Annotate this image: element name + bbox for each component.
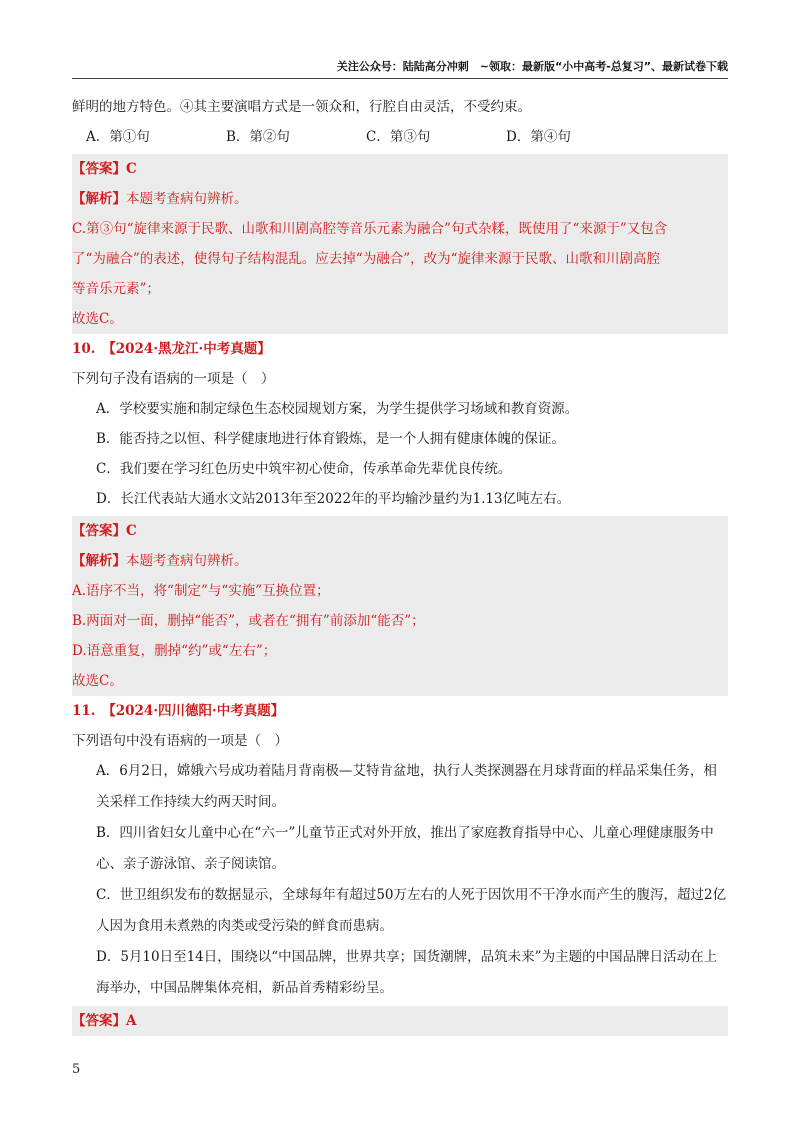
q10-answer [72, 516, 728, 546]
q10-stem [72, 364, 728, 394]
emphasis-char-1: 没 [126, 371, 140, 387]
emphasis-char-2: 有 [139, 371, 153, 387]
q10-stem-pre: 下列句子 [72, 371, 126, 387]
answer-value: A [126, 1013, 137, 1029]
q10-answer-block [72, 516, 728, 696]
page-number: 5 [72, 1062, 81, 1077]
answer-tag: 【答案】 [72, 1013, 126, 1029]
q9-option-b: B．第②句 [226, 129, 290, 145]
q10-heading [72, 334, 728, 364]
q9-analysis-line-1: C.第③句“旋律来源于民歌、山歌和川剧高腔等音乐元素为融合”句式杂糅，既使用了“来源于”又包含 [72, 221, 668, 237]
q11-option-a: A．6月2日，嫦娥六号成功着陆月背南极—艾特肯盆地，执行人类探测器在月球背面的样品采集任务，相关采样工作持续大约两天时间。 [96, 763, 717, 810]
answer-value: C [126, 523, 137, 539]
q10-source: 【2024·黑龙江·中考真题】 [109, 341, 271, 357]
q11-stem: 下列语句中没有语病的一项是（ ） [72, 733, 288, 749]
q11-option-c: C．世卫组织发布的数据显示，全球每年有超过50万左右的人死于因饮用不干净水而产生的腹泻，超过2亿人因为食用未煮熟的肉类或受污染的鲜食而患病。 [96, 887, 727, 934]
q10-stem-emphasis [126, 371, 153, 387]
q10-option-c: C．我们要在学习红色历史中筑牢初心使命，传承革命先辈优良传统。 [96, 461, 512, 477]
analysis-intro: 本题考查病句辨析。 [126, 553, 248, 569]
q10-option-b: B．能否持之以恒、科学健康地进行体育锻炼，是一个人拥有健康体魄的保证。 [96, 431, 565, 447]
q11-answer-block [72, 1006, 728, 1036]
q10-conclusion: 故选C。 [72, 673, 123, 689]
q11-source: 【2024·四川德阳·中考真题】 [109, 703, 285, 719]
q9-options [72, 122, 728, 152]
q10-analysis-heading [72, 546, 728, 576]
q10-option-d: D．长江代表站大通水文站2013年至2022年的平均输沙量约为1.13亿吨左右。 [96, 491, 571, 507]
answer-tag: 【答案】 [72, 161, 126, 177]
q10-option-a: A．学校要实施和制定绿色生态校园规划方案，为学生提供学习场域和教育资源。 [96, 401, 579, 417]
q11-answer [72, 1006, 728, 1036]
q10-stem-post: 语病的一项是（ ） [153, 371, 275, 387]
q10-analysis-line-2: B.两面对一面，删掉“能否”，或者在“拥有”前添加“能否”； [72, 613, 425, 629]
q10-analysis-line-3: D.语意重复，删掉“约”或“左右”； [72, 643, 277, 659]
analysis-tag: 【解析】 [72, 553, 126, 569]
q9-option-d: D．第④句 [506, 129, 571, 145]
q10-analysis-line-1: A.语序不当，将“制定”与“实施”互换位置； [72, 583, 330, 599]
page-header: 关注公众号：陆陆高分冲刺 ~领取：最新版“小中高考-总复习”、最新试卷下载 [336, 60, 728, 73]
q9-option-a: A．第①句 [86, 129, 150, 145]
answer-value: C [126, 161, 137, 177]
header-divider [72, 78, 728, 79]
analysis-tag: 【解析】 [72, 191, 126, 207]
document-body [72, 92, 728, 1036]
q11-heading [72, 696, 728, 726]
q11-option-b: B．四川省妇女儿童中心在“六一”儿童节正式对外开放，推出了家庭教育指导中心、儿童心理健康服务中心、亲子游泳馆、亲子阅读馆。 [96, 825, 714, 872]
q11-option-d: D．5月10日至14日，围绕以“中国品牌，世界共享；国货潮牌，品筑未来”为主题的中国品牌日活动在上海举办，中国品牌集体亮相，新品首秀精彩纷呈。 [96, 949, 718, 996]
q9-analysis-line-3: 等音乐元素”； [72, 281, 160, 297]
analysis-intro: 本题考查病句辨析。 [126, 191, 248, 207]
answer-tag: 【答案】 [72, 523, 126, 539]
q11-number: 11. [72, 703, 96, 719]
q9-analysis-line-2: 了“为融合”的表述，使得句子结构混乱。应去掉“为融合”，改为“旋律来源于民歌、山歌和川剧高腔 [72, 251, 661, 267]
q9-option-c: C．第③句 [366, 129, 431, 145]
q9-conclusion: 故选C。 [72, 311, 123, 327]
q9-stem-continuation: 鲜明的地方特色。④其主要演唱方式是一领众和，行腔自由灵活，不受约束。 [72, 99, 531, 115]
q9-answer-block [72, 154, 728, 334]
q9-analysis-heading [72, 184, 728, 214]
q10-number: 10. [72, 341, 96, 357]
q9-answer [72, 154, 728, 184]
